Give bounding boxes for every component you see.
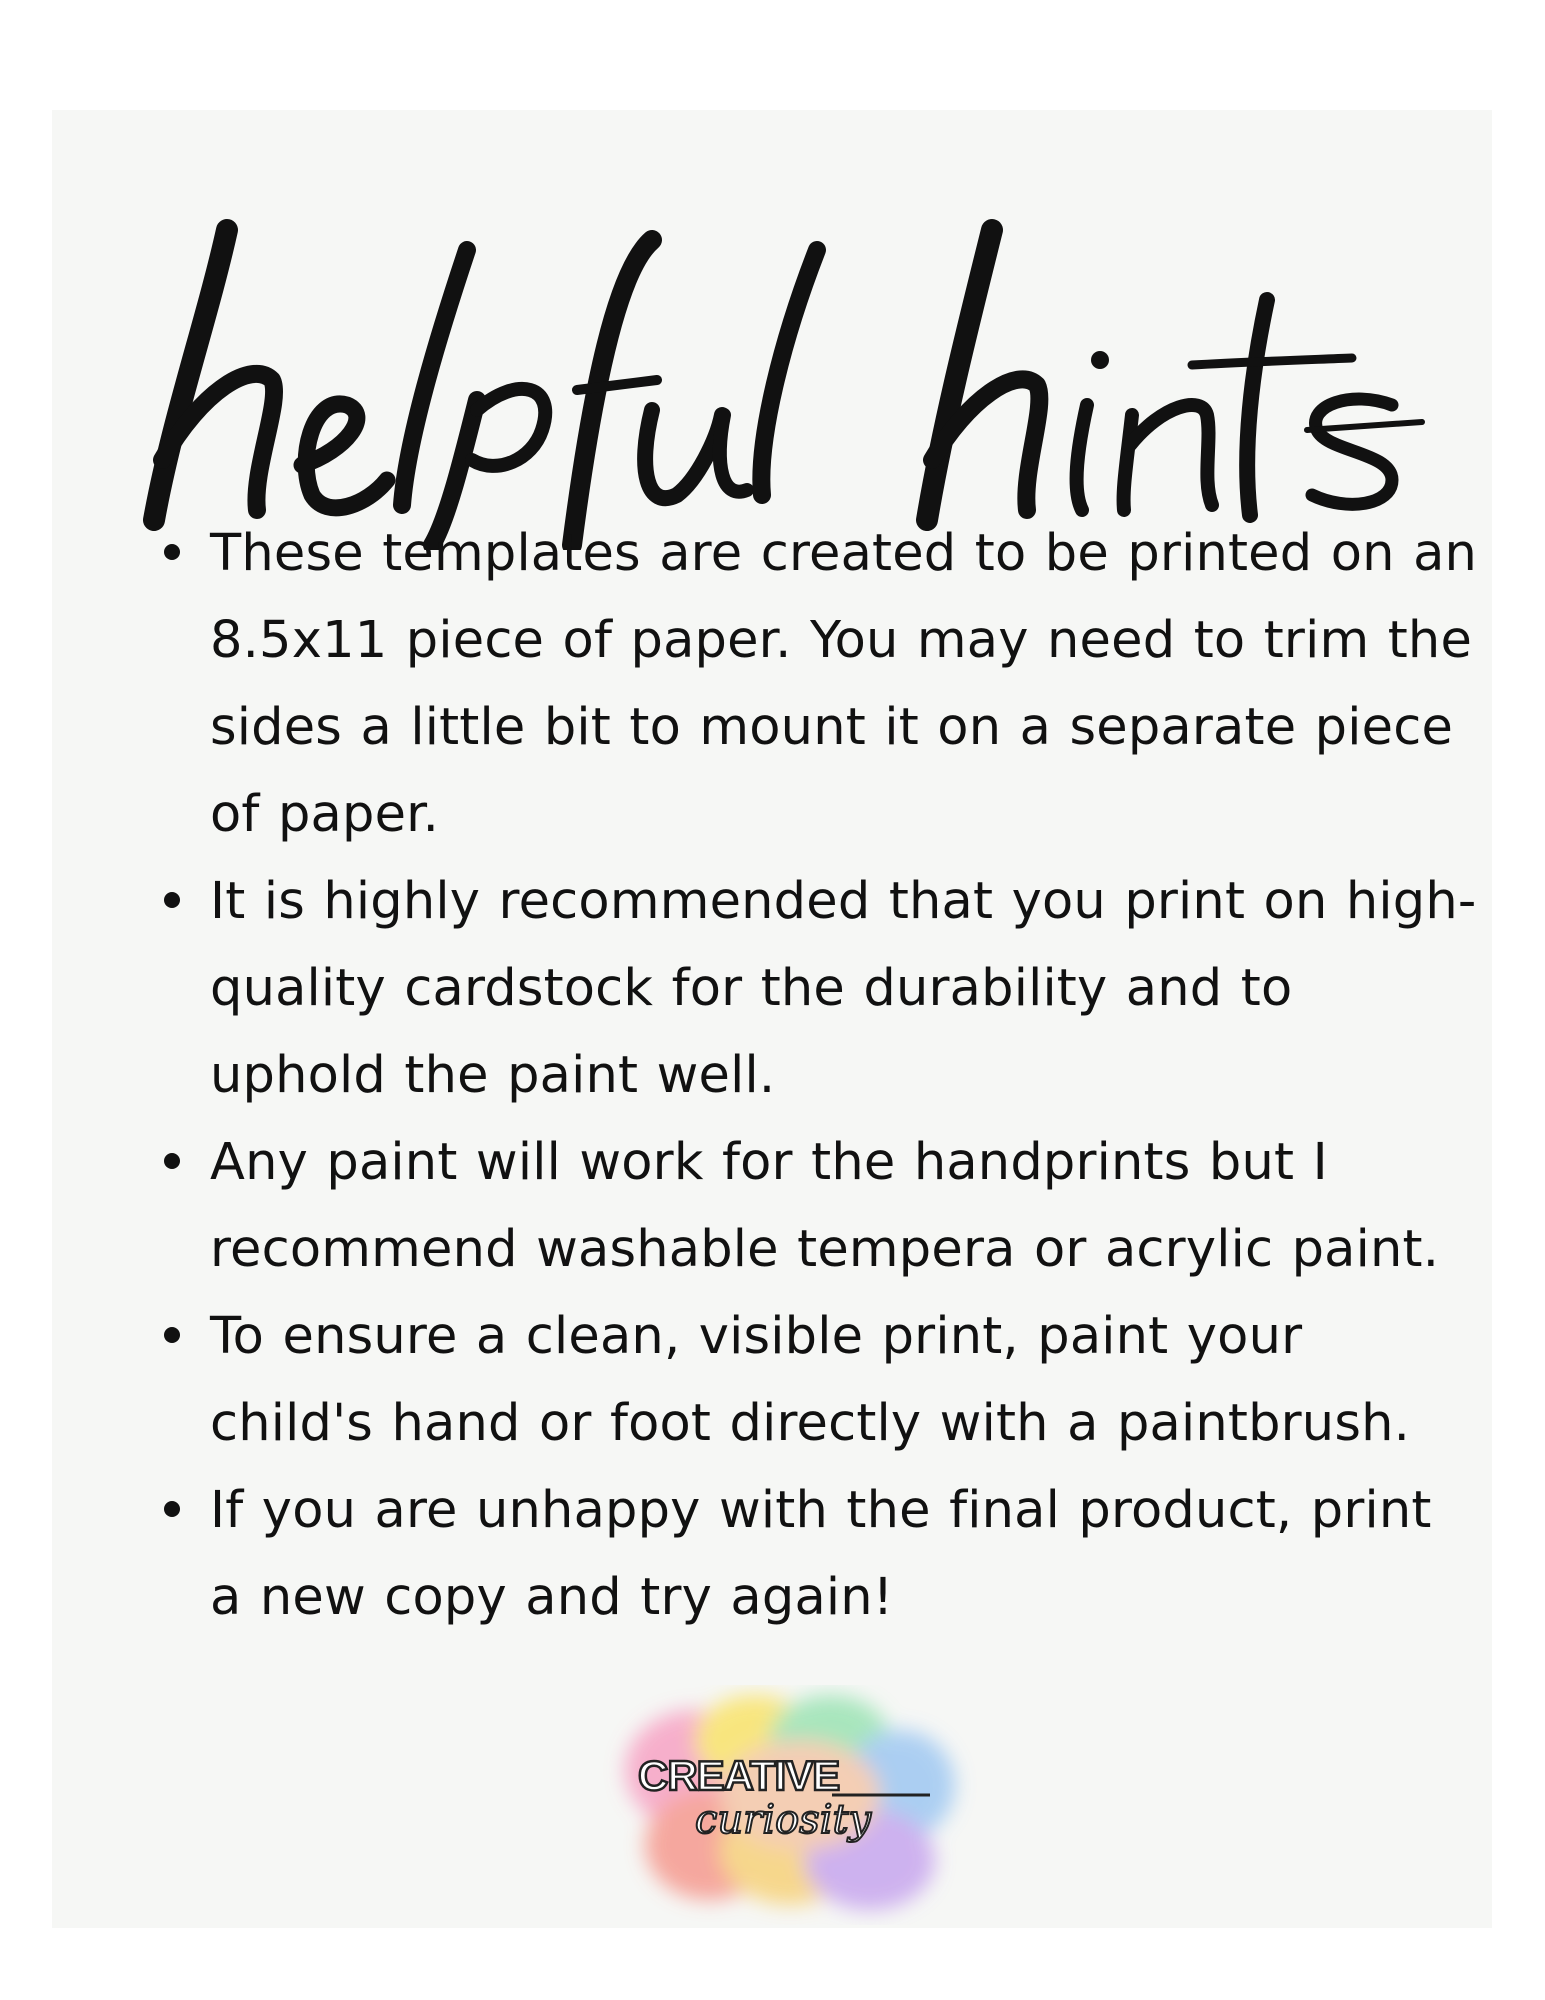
- brand-logo: [600, 1685, 980, 1925]
- bullet-icon: [164, 1327, 180, 1343]
- hint-text: Any paint will work for the handprints but I recommend washable tempera or acrylic paint.: [210, 1133, 1440, 1279]
- hint-text: These templates are created to be printed on an 8.5x11 piece of paper. You may need to trim the sides a little bit to mount it on a separate piece of paper.: [210, 524, 1478, 844]
- logo-line-2: curiosity: [695, 1797, 872, 1843]
- brush-title-graphic: [132, 190, 1432, 550]
- watercolor-logo-graphic: [600, 1685, 980, 1925]
- list-item: [110, 510, 1480, 858]
- list-item: [110, 858, 1480, 1119]
- logo-line-1: CREATIVE: [638, 1752, 840, 1799]
- hint-text: It is highly recommended that you print on high-quality cardstock for the durability and to uphold the paint well.: [210, 872, 1477, 1105]
- page-title: [132, 190, 1432, 550]
- hints-list: [110, 510, 1480, 1641]
- list-item: [110, 1467, 1480, 1641]
- list-item: [110, 1119, 1480, 1293]
- hint-text: To ensure a clean, visible print, paint your child's hand or foot directly with a paintbrush.: [210, 1307, 1411, 1453]
- bullet-icon: [164, 544, 180, 560]
- hint-text: If you are unhappy with the final product, print a new copy and try again!: [210, 1481, 1432, 1627]
- hints-card: [52, 110, 1492, 1928]
- bullet-icon: [164, 1501, 180, 1517]
- list-item: [110, 1293, 1480, 1467]
- bullet-icon: [164, 892, 180, 908]
- bullet-icon: [164, 1153, 180, 1169]
